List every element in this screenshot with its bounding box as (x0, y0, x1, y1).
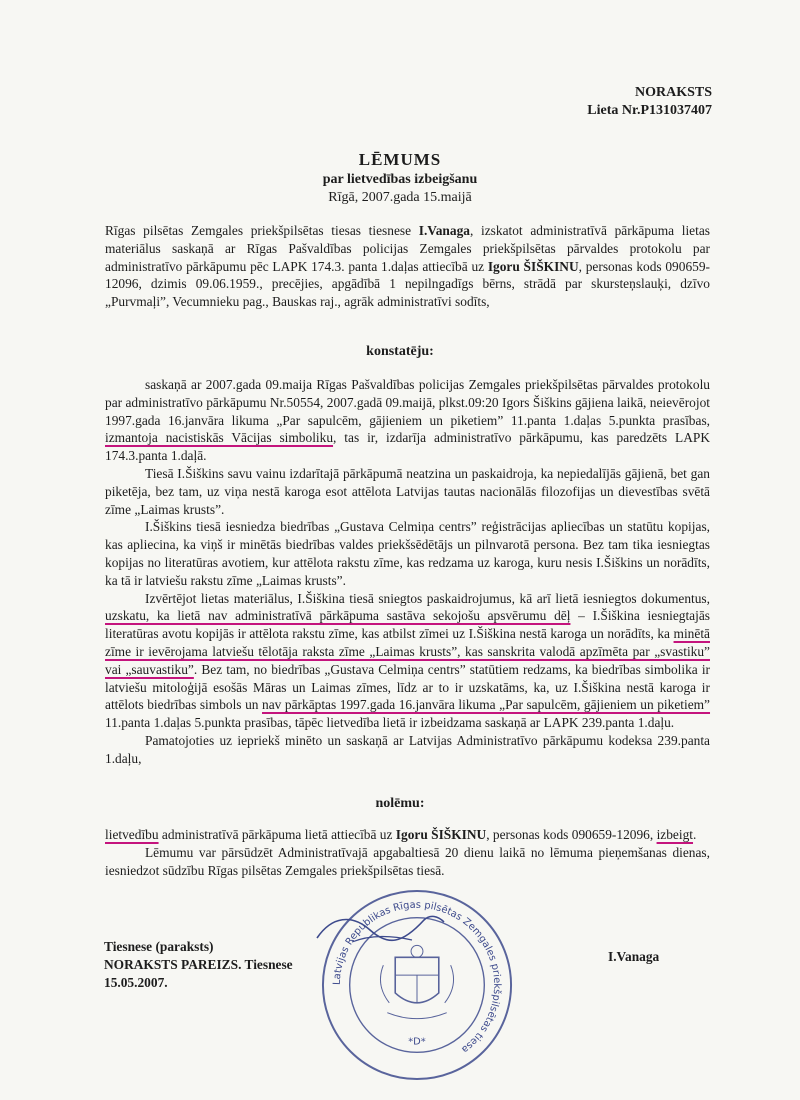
signature-line-2: NORAKSTS PAREIZS. Tiesnese (104, 956, 293, 972)
title-block (0, 150, 800, 206)
intro-paragraph (105, 222, 710, 311)
finding-text-4a: Izvērtējot lietas materiālus, I.Šiškina tiesā sniegtos paskaidrojumus, kā arī lietā iesniegtos dokumentus, (145, 590, 710, 606)
court-stamp (318, 886, 516, 1084)
underlined-phrase-1: izmantoja nacistiskās Vācijas simboliku (105, 430, 334, 446)
finding-text-4c: . Bez tam, no biedrības „Gustava Celmiņa centrs” statūtiem redzams, ka biedrības simbolika ir latviešu mitoloģijā esošās Māras un Laimas zīmes, līdz ar to ir uzskatāms, ka, uz I.Šiškina nestā karoga ir attēlots biedrības simbols un (105, 661, 711, 713)
finding-paragraph-2: Tiesā I.Šiškins savu vainu izdarītajā pārkāpumā neatzina un paskaidroja, ka nepiedalījās gājienā, bet gan piketēja, bez tam, uz viņa nestā karoga esot attēlota Latvijas tautas nacionālās filozofijas un dievestības svētā zīme „Laimas krusts”. (105, 465, 710, 517)
case-header (587, 84, 712, 120)
intro-text-1: Rīgas pilsētas Zemgales priekšpilsētas tiesas tiesnese (105, 223, 419, 238)
finding-text-1a: saskaņā ar 2007.gada 09.maija Rīgas Pašvaldības policijas Zemgales priekšpilsētas pārvaldes protokolu par administratīvo pārkāpumu Nr.50554, 2007.gadā 09.maijā, plkst.09:20 Igors Šiškins gājiena laikā, neievērojot 1997.gada 16.janvāra likuma „Par sapulcēm, gājieniem un piketiem” 11.panta 1.daļas 5.punkta prasības, (105, 377, 710, 428)
decision-text-b: , personas kods 090659-12096, (486, 827, 657, 842)
finding-paragraph-1 (105, 376, 710, 465)
finding-paragraph-3: I.Šiškins tiesā iesniedza biedrības „Gustava Celmiņa centrs” reģistrācijas apliecības un statūtu kopijas, kas apliecina, ka viņš ir minētās biedrības valdes priekšsēdētājs un pilnvarotā persona. Bez tam tika iesniegtas kopijas no literatūras avotiem, kur attēlota rakstu zīme, kas redzama uz karoga, kuru nesis I.Šiškins un norādīts, ka tā ir latviešu rakstu zīme „Laimas krusts”. (105, 519, 710, 588)
finding-text-4b: – I.Šiškina iesniegtajās literatūras avotu kopijās ir attēlota rakstu zīme, kas atbilst zīmei uz I.Šiškina nestā karoga un norādīts, ka (105, 608, 711, 642)
case-number: Lieta Nr.P131037407 (587, 103, 712, 118)
underlined-word-proceedings: lietvedību (105, 827, 159, 842)
underlined-phrase-3: minētā zīme ir ievērojama latviešu tēlotāja raksta zīme „Laimas krusts”, kas sanskrita valodā apzīmēta par „svastiku” vai „sauvastiku” (105, 626, 710, 677)
signature-block (104, 938, 293, 991)
heading-decides: nolēmu: (375, 796, 425, 811)
heading-finds: konstatēju: (366, 344, 434, 359)
finding-text-1b: , tas ir, izdarīja administratīvo pārkāpumu, kas paredzēts LAPK 174.3.panta 1.daļā. (105, 430, 710, 464)
intro-text-3: izskatot administratīvā pārkāpuma lietas materiālus saskaņā ar Rīgas Pašvaldības policijas Zemgales priekšpilsētas pārvaldes protokolu par administratīvo pārkāpumu pēc LAPK 174.3. panta 1.daļas attiecībā uz (105, 223, 710, 274)
underlined-word-terminate: izbeigt (656, 827, 694, 842)
decision-paragraph (105, 826, 710, 844)
decision-section (105, 826, 710, 879)
underlined-phrase-4: nav pārkāptas 1997.gada 16.janvāra likuma „Par sapulcēm, gājieniem un piketiem” (262, 697, 711, 713)
place-date: Rīgā, 2007.gada 15.maijā (328, 190, 472, 205)
finding-paragraph-4 (105, 590, 710, 732)
signature-line-1: Tiesnese (paraksts) (104, 939, 214, 954)
decision-text-c: . (693, 827, 697, 842)
intro-text-2: , (469, 223, 474, 238)
appeal-paragraph: Lēmumu var pārsūdzēt Administratīvajā apgabaltiesā 20 dienu laikā no lēmuma pieņemšanas dienas, iesniedzot sūdzību Rīgas pilsētas Zemgales priekšpilsētas tiesā. (105, 844, 710, 878)
finding-text-4d: 11.panta 1.daļas 5.punkta prasības, tāpēc lietvedība lietā ir izbeidzama saskaņā ar LAPK 239.panta 1.daļu. (105, 715, 675, 731)
intro-text-4: , personas kods 090659-12096, dzimis 09.06.1959., precējies, apgādībā 1 nepilngadīgs bērns, strādā par skursteņslauķi, dzīvo „Purvmaļi”, Vecumnieku pag., Bauskas raj., agrāk administratīvi sodīts, (105, 258, 710, 310)
person-name: Igoru ŠIŠKINU (487, 258, 579, 274)
document-subtitle: par lietvedības izbeigšanu (322, 172, 478, 187)
document-title: LĒMUMS (358, 150, 442, 169)
decision-person-name: Igoru ŠIŠKINU (395, 827, 487, 842)
findings-section (105, 376, 710, 768)
stamp-mark: *D* (408, 1036, 426, 1048)
coat-of-arms-icon (380, 945, 453, 1018)
judge-name: I.Vanaga (418, 223, 470, 238)
underlined-phrase-2: uzskatu, ka lietā nav administratīvā pārkāpuma sastāva sekojošu apsvērumu dēļ (105, 608, 571, 624)
finding-paragraph-5: Pamatojoties uz iepriekš minēto un saskaņā ar Latvijas Administratīvo pārkāpumu kodeksa 239.panta 1.daļu, (105, 732, 710, 766)
decision-text-a: administratīvā pārkāpuma lietā attiecībā uz (158, 827, 396, 842)
doc-type-label: NORAKSTS (634, 85, 712, 100)
signer-name: I.Vanaga (608, 949, 660, 964)
signature-line-3: 15.05.2007. (104, 974, 168, 990)
stamp-ring-text: Latvijas Republikas Rīgas pilsētas Zemgales priekšpilsētas tiesa (331, 899, 503, 1055)
